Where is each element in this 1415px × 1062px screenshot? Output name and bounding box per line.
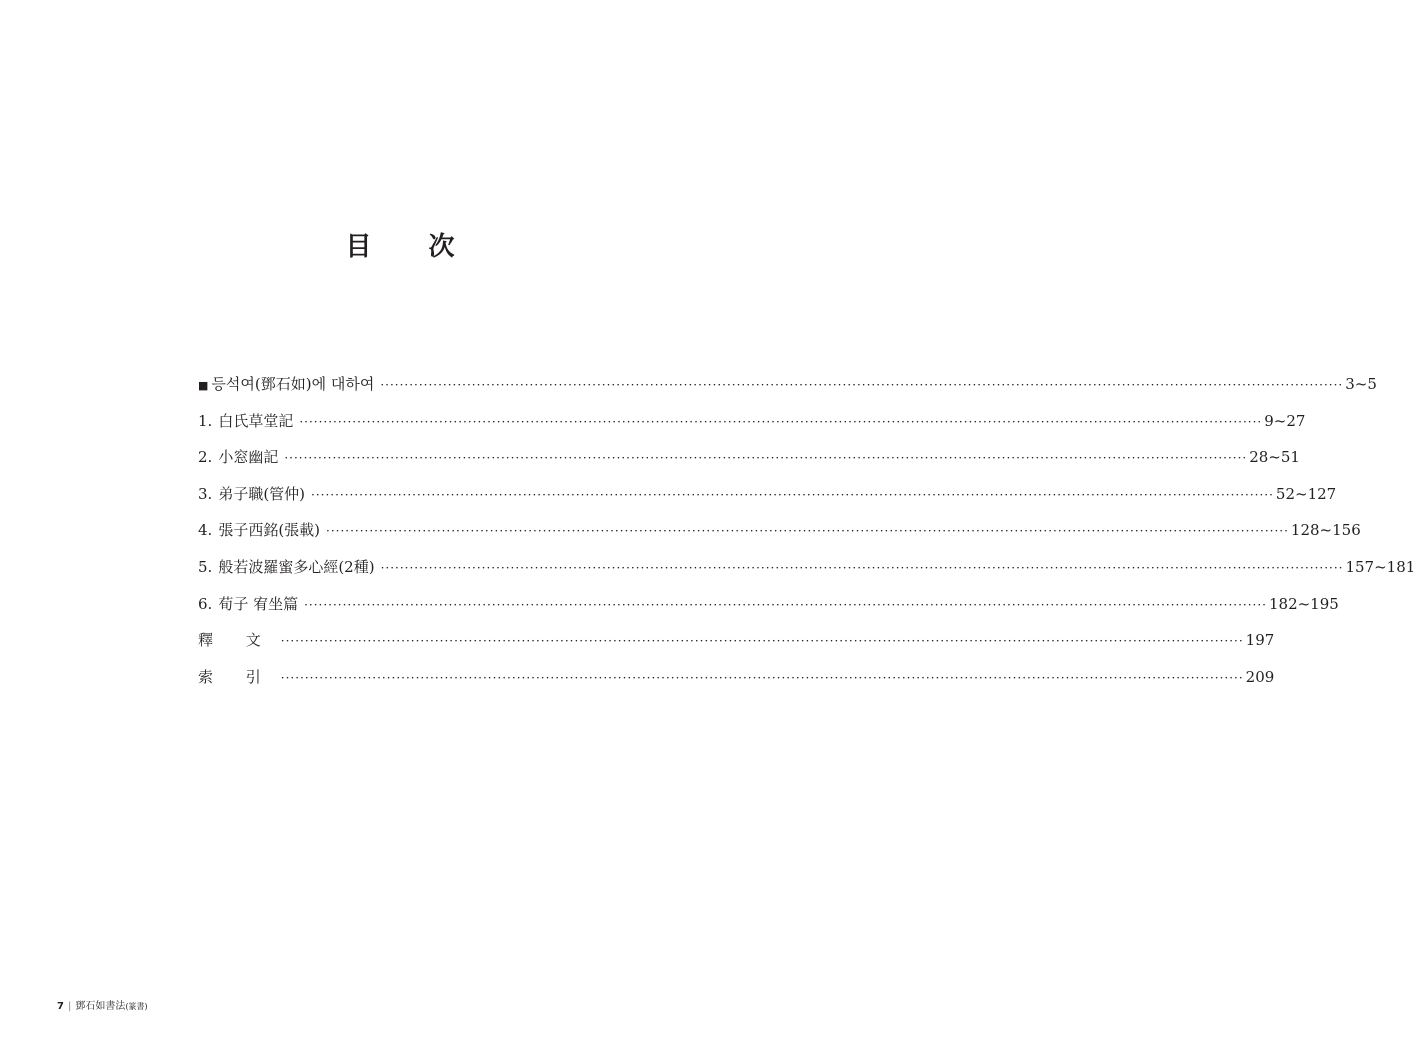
toc-entry-page: 182~195: [1268, 594, 1339, 613]
square-bullet-icon: ■: [198, 379, 209, 392]
dot-leader: ········································································································································································································: [299, 414, 1263, 429]
dot-leader: ········································································································································································································: [326, 524, 1289, 539]
toc-entry-label-group: [198, 557, 375, 577]
toc-entry: [198, 594, 1339, 631]
toc-entry-label-group: [198, 484, 305, 504]
dot-leader: ········································································································································································································: [380, 378, 1344, 392]
toc-entry-page: 157~181: [1345, 557, 1415, 576]
dot-leader: ········································································································································································································: [284, 451, 1248, 466]
toc-entry-page: 52~127: [1275, 484, 1337, 503]
toc-entry-label: 般若波羅蜜多心經(2種): [218, 557, 375, 576]
toc-entry-page: 28~51: [1249, 448, 1300, 467]
toc-entry-label: 弟子職(管仲): [218, 484, 306, 503]
toc-entry-label-group: [198, 520, 320, 540]
dot-leader: ········································································································································································································: [380, 560, 1344, 575]
footer-page-number: 7: [57, 1001, 64, 1012]
footer-book-title: 鄧石如書法: [75, 1001, 126, 1012]
toc-entry: [198, 374, 1377, 411]
dot-leader: ········································································································································································································: [304, 597, 1267, 612]
toc-entry-number: 6.: [198, 594, 213, 613]
toc-entry: [198, 484, 1337, 521]
toc-entry-page: 3~5: [1345, 375, 1377, 393]
toc-entry-page: 9~27: [1264, 411, 1306, 430]
toc-entry-number: 1.: [198, 411, 213, 430]
toc-entry: [198, 630, 1275, 667]
toc-entry: [198, 667, 1275, 704]
toc-entry: [198, 557, 1415, 594]
toc-entry-number: 2.: [198, 448, 213, 467]
toc-entry-label-group: [198, 374, 374, 396]
toc-entry: [198, 447, 1300, 484]
page-title: 目 次: [345, 232, 479, 262]
table-of-contents: [198, 374, 1415, 703]
toc-entry-label: 荀子 宥坐篇: [218, 594, 299, 613]
toc-entry-page: 197: [1245, 631, 1275, 650]
toc-entry-label: 索 引: [198, 667, 275, 686]
toc-entry-number: 4.: [198, 521, 213, 540]
toc-entry-label-group: [198, 411, 293, 431]
toc-entry-label: 등석여(鄧石如)에 대하여: [211, 375, 375, 393]
toc-entry-page: 128~156: [1290, 521, 1361, 540]
footer-separator: |: [67, 1001, 72, 1012]
toc-entry-label: 張子西銘(張載): [218, 521, 321, 540]
toc-entry-number: 3.: [198, 484, 213, 503]
toc-entry-label: 小窓幽記: [218, 448, 279, 467]
toc-entry-page: 209: [1245, 667, 1275, 686]
footer-subtitle: (篆書): [125, 1002, 148, 1011]
toc-entry-label-group: [198, 594, 298, 614]
dot-leader: ········································································································································································································: [311, 487, 1274, 502]
page-footer: [57, 997, 148, 1012]
toc-entry-label: 釋 文: [198, 631, 275, 650]
dot-leader: ········································································································································································································: [280, 670, 1244, 685]
toc-entry: [198, 520, 1361, 557]
toc-entry: [198, 411, 1306, 448]
toc-entry-label-group: [198, 447, 278, 467]
dot-leader: ········································································································································································································: [280, 634, 1244, 649]
toc-entry-label: 白氏草堂記: [218, 411, 294, 430]
toc-entry-number: 5.: [198, 557, 213, 576]
